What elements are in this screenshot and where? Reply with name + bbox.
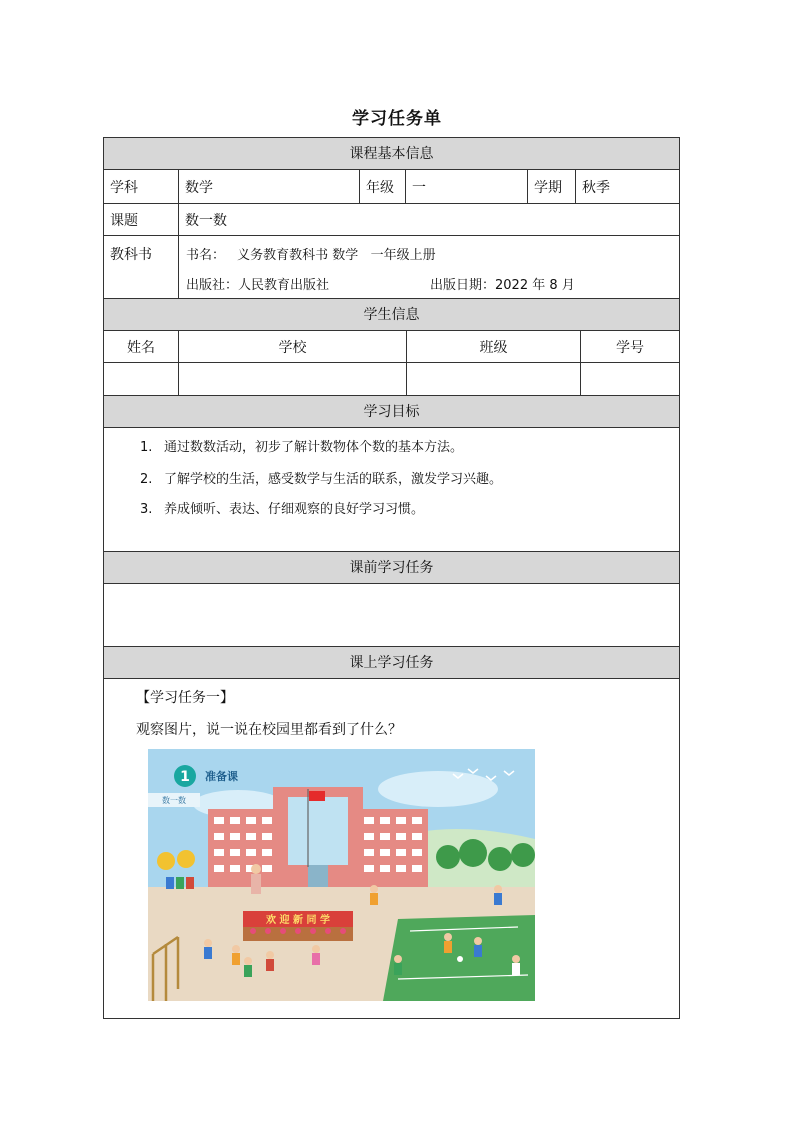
soccer-ball	[457, 956, 463, 962]
course-info-header: 课程基本信息	[104, 138, 679, 170]
sunflower	[177, 850, 195, 868]
subject-value: 数学	[179, 170, 360, 203]
pre-class-header: 课前学习任务	[104, 552, 679, 584]
publisher: 人民教育出版社	[238, 278, 330, 293]
student-id-input-cell[interactable]	[581, 363, 679, 395]
pre-class-area[interactable]	[104, 584, 679, 647]
name-input-cell[interactable]	[104, 363, 179, 395]
in-class-content	[104, 679, 679, 1018]
col-school: 学校	[179, 331, 407, 362]
pub-date-line	[430, 274, 575, 293]
topic-label: 课题	[104, 204, 179, 235]
term-label: 学期	[528, 170, 576, 203]
school-illustration	[148, 749, 535, 1001]
objective-text: 了解学校的生活，感受数学与生活的联系，激发学习兴趣。	[164, 472, 503, 487]
recycle-bin	[166, 877, 174, 889]
sunflower	[157, 852, 175, 870]
student-columns-row	[104, 331, 679, 363]
task-tag: 【学习任务一】	[136, 690, 234, 706]
book-name-label: 书名：	[186, 248, 226, 263]
flag	[309, 791, 325, 801]
objective-item	[140, 468, 502, 487]
objective-number: 1.	[140, 440, 153, 455]
objectives-section	[104, 428, 679, 552]
tree	[459, 839, 487, 867]
book-name: 义务教育教科书 数学 一年级上册	[237, 248, 436, 263]
textbook-label: 教科书	[104, 236, 179, 298]
objective-text: 养成倾听、表达、仔细观察的良好学习习惯。	[164, 502, 425, 517]
grade-label: 年级	[360, 170, 406, 203]
objective-text: 通过数数活动，初步了解计数物体个数的基本方法。	[164, 440, 464, 455]
publisher-label: 出版社：	[186, 278, 239, 293]
topic-value: 数一数	[185, 212, 227, 229]
col-name: 姓名	[104, 331, 179, 362]
recycle-bin	[176, 877, 184, 889]
pub-date: 2022 年 8 月	[495, 278, 575, 293]
school-input-cell[interactable]	[179, 363, 407, 395]
objective-item	[140, 436, 463, 455]
task-question: 观察图片，说一说在校园里都看到了什么？	[136, 722, 402, 738]
tree	[511, 843, 535, 867]
col-student-id: 学号	[616, 339, 644, 356]
objective-item	[140, 498, 424, 517]
grade-value: 一	[406, 170, 528, 203]
banner-text: 欢 迎 新 同 学	[266, 915, 330, 926]
student-blank-row	[104, 363, 679, 396]
badge-number: 1	[180, 769, 190, 785]
book-name-line	[186, 244, 436, 263]
col-class: 班级	[407, 331, 581, 362]
glass-facade	[288, 797, 348, 865]
badge-text: 准备课	[205, 770, 238, 783]
objective-number: 2.	[140, 472, 153, 487]
student-info-header: 学生信息	[104, 299, 679, 331]
objectives-header: 学习目标	[104, 396, 679, 428]
subject-label: 学科	[104, 170, 179, 203]
tree	[488, 847, 512, 871]
class-input-cell[interactable]	[407, 363, 581, 395]
textbook-row	[104, 236, 679, 299]
task-sheet-table	[103, 137, 680, 1019]
publisher-line	[186, 274, 329, 293]
term-value: 秋季	[582, 179, 610, 196]
entrance	[308, 865, 328, 887]
page-title: 学习任务单	[352, 109, 442, 129]
course-meta-row	[104, 170, 679, 204]
tree	[436, 845, 460, 869]
objective-number: 3.	[140, 502, 153, 517]
topic-row	[104, 204, 679, 236]
recycle-bin	[186, 877, 194, 889]
in-class-header: 课上学习任务	[104, 647, 679, 679]
pub-date-label: 出版日期：	[430, 278, 496, 293]
tab-text: 数一数	[162, 796, 186, 805]
